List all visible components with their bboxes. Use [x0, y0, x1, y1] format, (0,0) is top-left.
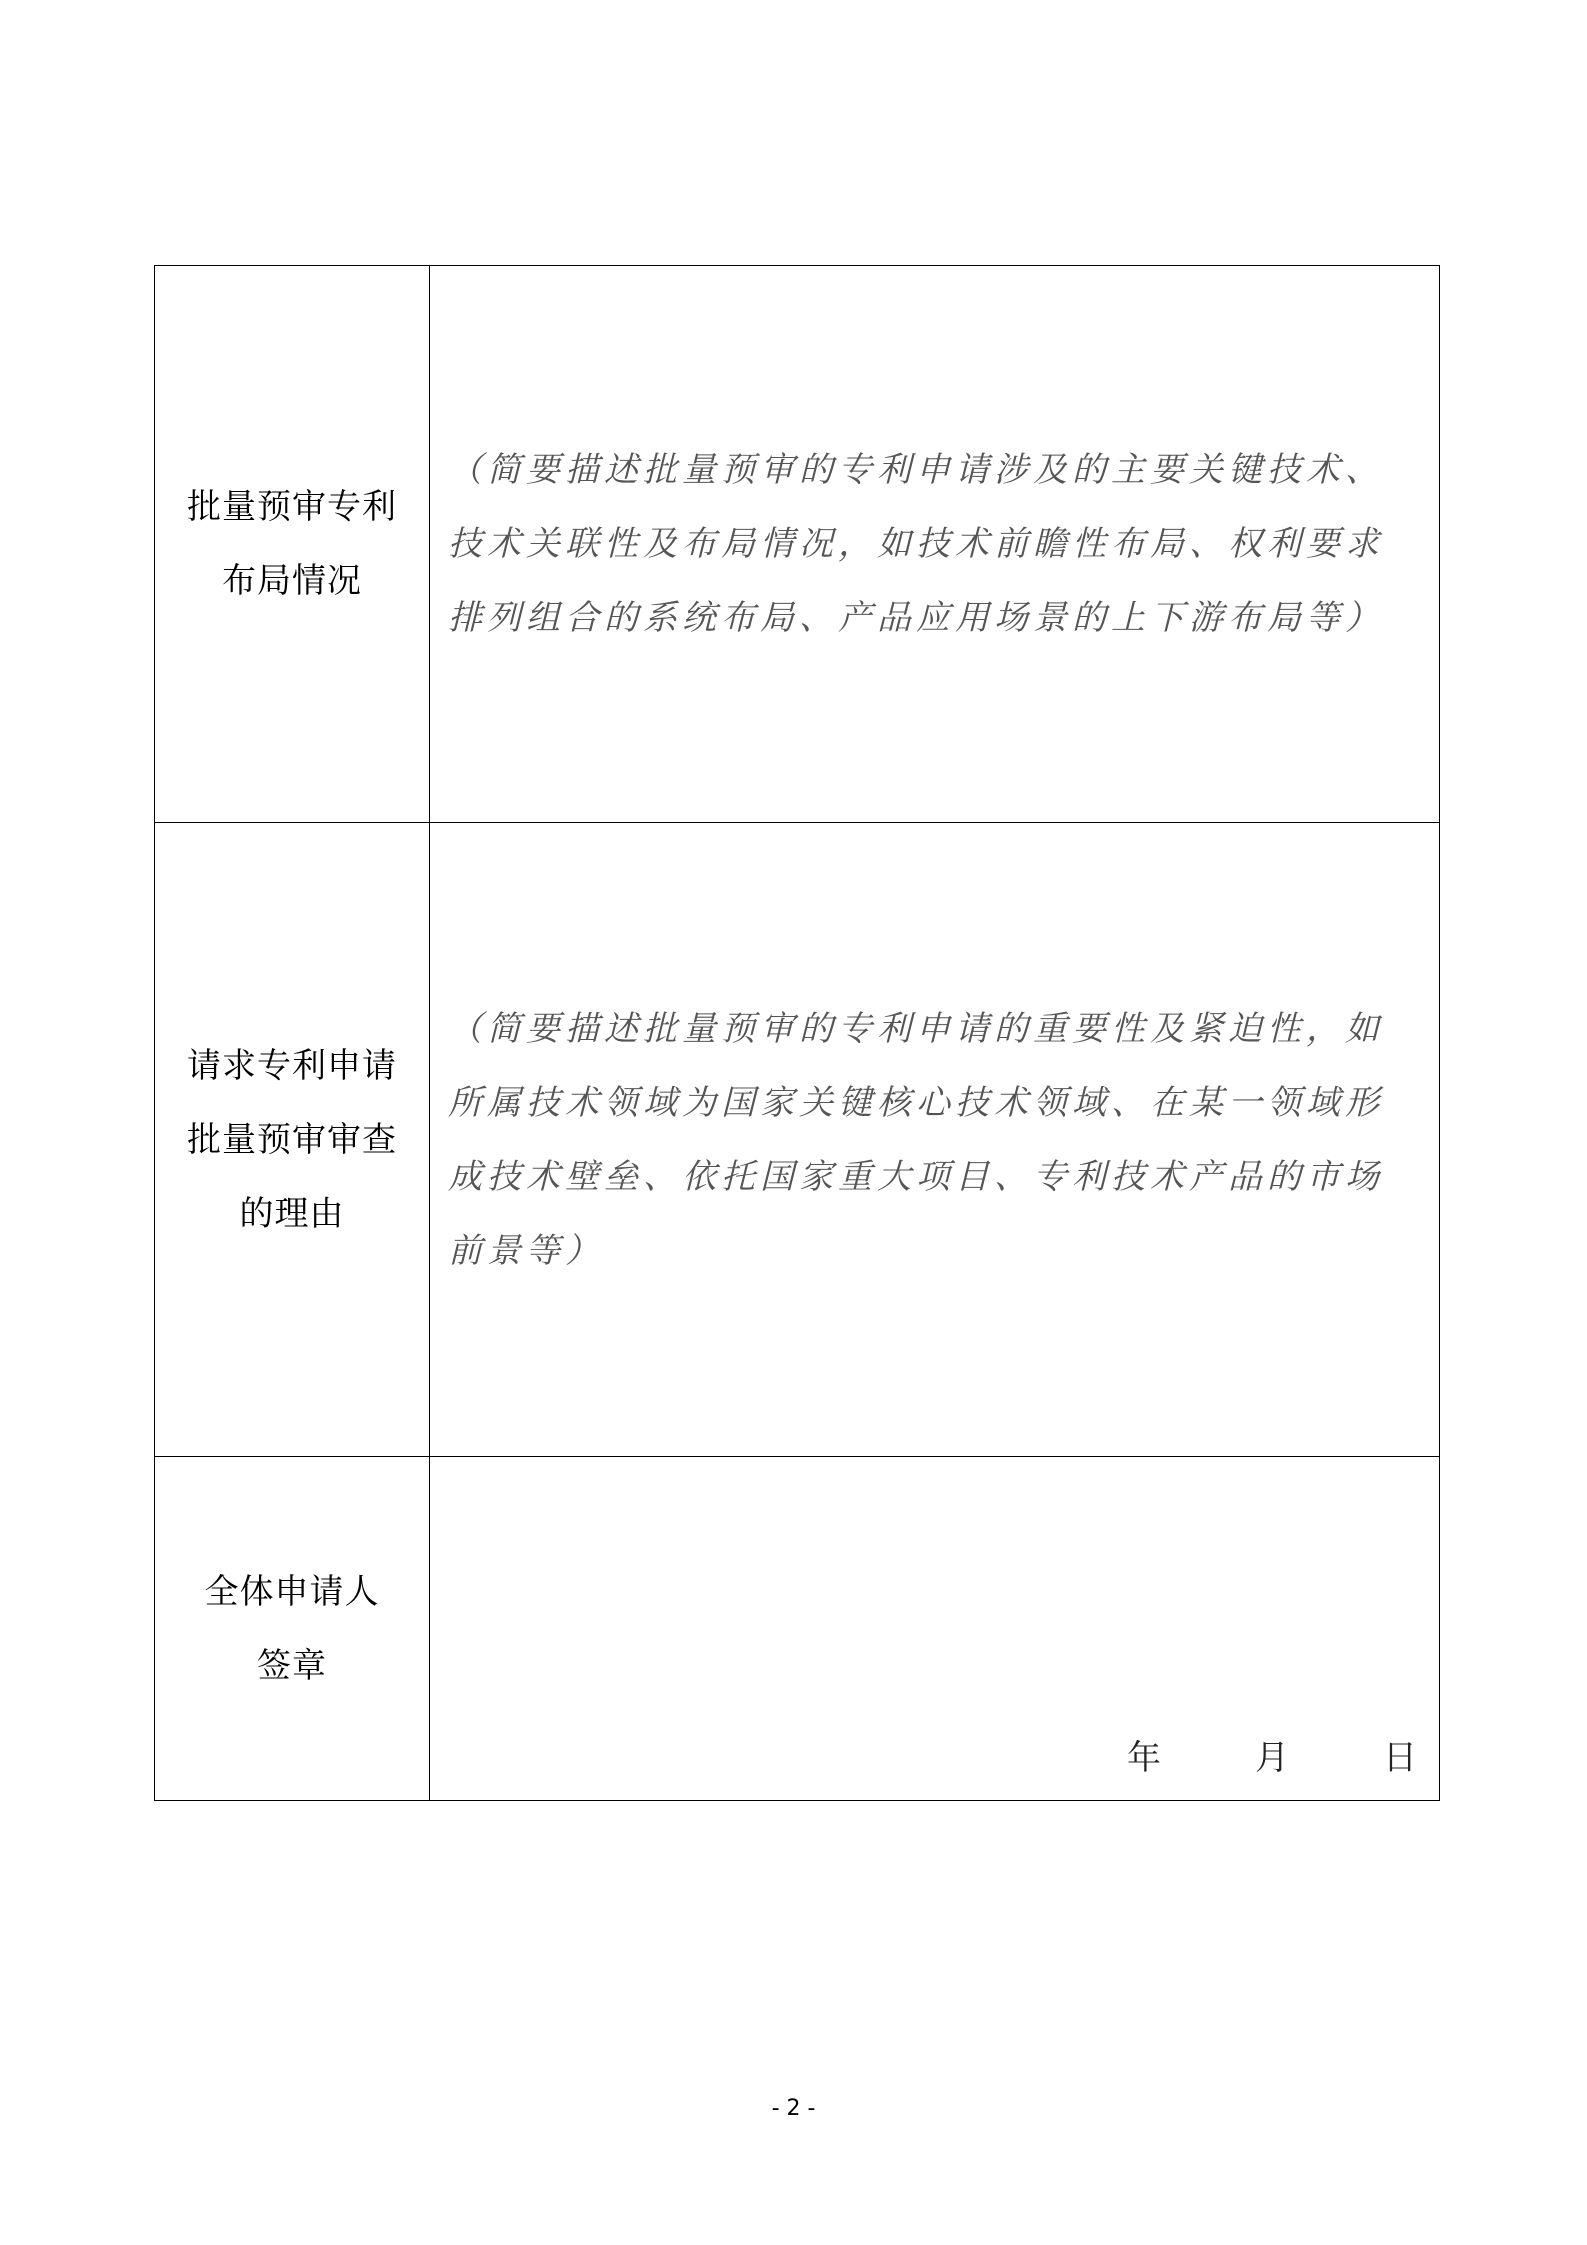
row-label-line: 布局情况: [222, 561, 362, 601]
date-month-label: 月: [1255, 1738, 1289, 1778]
row-label-line: 批量预审审查: [187, 1119, 397, 1160]
page-number: - 2 -: [771, 2096, 816, 2121]
date-year-label: 年: [1127, 1738, 1161, 1778]
form-row-patent-layout: [155, 266, 1440, 823]
row-label-line: 全体申请人: [204, 1571, 380, 1612]
row-label-line: 的理由: [239, 1193, 345, 1234]
content-cell-patent-layout[interactable]: [430, 266, 1440, 823]
label-cell-review-reason: [155, 823, 430, 1457]
row-label-line: 请求专利申请: [187, 1045, 397, 1086]
label-cell-patent-layout: [155, 266, 430, 823]
form-row-review-reason: [155, 823, 1440, 1457]
row-label-line: 批量预审专利: [187, 487, 397, 527]
date-day-label: 日: [1383, 1738, 1417, 1778]
signature-area[interactable]: [430, 1457, 1440, 1801]
hint-text-patent-layout: （简要描述批量预审的专利申请涉及的主要关键技术、技术关联性及布局情况，如技术前瞻性布局、权利要求排列组合的系统布局、产品应用场景的上下游布局等）: [448, 450, 1384, 638]
signature-date-line: [1127, 1738, 1417, 1778]
patent-review-form-table: [154, 265, 1440, 1801]
form-row-applicant-signature: [155, 1457, 1440, 1801]
hint-text-review-reason: （简要描述批量预审的专利申请的重要性及紧迫性，如所属技术领域为国家关键核心技术领域、在某一领域形成技术壁垒、依托国家重大项目、专利技术产品的市场前景等）: [448, 1008, 1384, 1271]
content-cell-review-reason[interactable]: [430, 823, 1440, 1457]
row-label-line: 签章: [257, 1645, 327, 1686]
label-cell-applicant-signature: [155, 1457, 430, 1801]
